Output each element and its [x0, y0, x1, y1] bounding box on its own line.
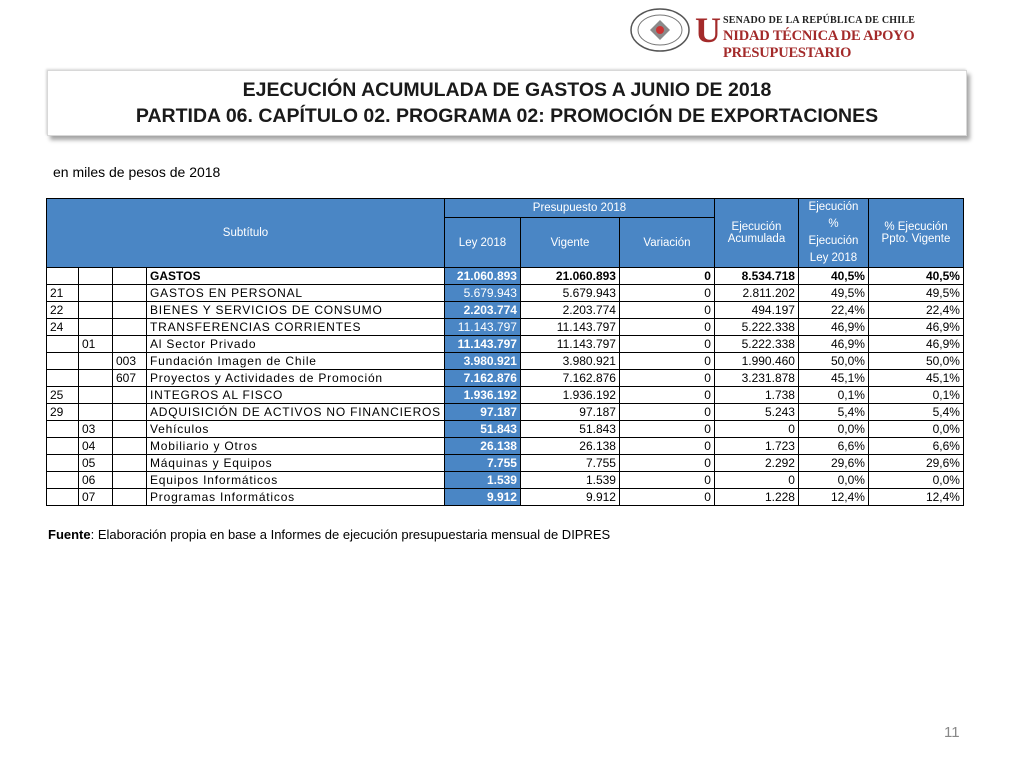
cell-ley: 7.162.876 — [444, 370, 520, 387]
cell-ejecucion: 5.222.338 — [714, 319, 798, 336]
cell-item — [79, 268, 113, 285]
cell-pct-vigente: 12,4% — [868, 489, 963, 506]
header-presupuesto: Presupuesto 2018 — [444, 199, 714, 218]
cell-denominacion: INTEGROS AL FISCO — [147, 387, 445, 404]
cell-vigente: 7.755 — [520, 455, 619, 472]
cell-pct-vigente: 46,9% — [868, 319, 963, 336]
cell-item — [79, 319, 113, 336]
cell-asignacion: 607 — [113, 370, 147, 387]
cell-variacion: 0 — [619, 370, 714, 387]
cell-variacion: 0 — [619, 319, 714, 336]
cell-ejecucion: 1.990.460 — [714, 353, 798, 370]
cell-vigente: 3.980.921 — [520, 353, 619, 370]
header-vigente: Vigente — [520, 218, 619, 268]
source-label: Fuente — [48, 527, 91, 542]
header-ejecucion-acumulada: Ejecución Acumulada — [714, 199, 798, 268]
cell-ejecucion: 8.534.718 — [714, 268, 798, 285]
cell-variacion: 0 — [619, 455, 714, 472]
cell-subtitulo: 25 — [47, 387, 79, 404]
cell-variacion: 0 — [619, 302, 714, 319]
cell-ley: 21.060.893 — [444, 268, 520, 285]
table-row — [47, 319, 964, 336]
cell-pct-ley: 29,6% — [798, 455, 868, 472]
cell-denominacion: ADQUISICIÓN DE ACTIVOS NO FINANCIEROS — [147, 404, 445, 421]
title-line-2: PARTIDA 06. CAPÍTULO 02. PROGRAMA 02: PROMOCIÓN DE EXPORTACIONES — [135, 105, 879, 127]
cell-variacion: 0 — [619, 268, 714, 285]
budget-table — [46, 198, 964, 506]
cell-pct-ley: 6,6% — [798, 438, 868, 455]
cell-subtitulo — [47, 438, 79, 455]
cell-pct-vigente: 5,4% — [868, 404, 963, 421]
table-row — [47, 472, 964, 489]
cell-ejecucion: 0 — [714, 421, 798, 438]
cell-pct-vigente: 29,6% — [868, 455, 963, 472]
cell-ley: 3.980.921 — [444, 353, 520, 370]
senado-seal-logo — [630, 8, 690, 52]
cell-vigente: 9.912 — [520, 489, 619, 506]
cell-asignacion: 003 — [113, 353, 147, 370]
header-variacion: Variación — [619, 218, 714, 268]
cell-denominacion: Proyectos y Actividades de Promoción — [147, 370, 445, 387]
cell-vigente: 26.138 — [520, 438, 619, 455]
cell-pct-ley: 12,4% — [798, 489, 868, 506]
cell-item: 03 — [79, 421, 113, 438]
cell-variacion: 0 — [619, 336, 714, 353]
cell-ley: 11.143.797 — [444, 319, 520, 336]
cell-pct-ley: 46,9% — [798, 336, 868, 353]
cell-item: 05 — [79, 455, 113, 472]
cell-pct-ley: 50,0% — [798, 353, 868, 370]
cell-subtitulo — [47, 421, 79, 438]
cell-item — [79, 302, 113, 319]
cell-subtitulo: 21 — [47, 285, 79, 302]
cell-asignacion — [113, 421, 147, 438]
cell-item: 07 — [79, 489, 113, 506]
table-row — [47, 421, 964, 438]
cell-asignacion — [113, 455, 147, 472]
cell-pct-ley: 0,0% — [798, 421, 868, 438]
cell-vigente: 2.203.774 — [520, 302, 619, 319]
cell-subtitulo — [47, 455, 79, 472]
cell-pct-ley: 45,1% — [798, 370, 868, 387]
table-row — [47, 370, 964, 387]
cell-pct-ley: 0,1% — [798, 387, 868, 404]
cell-asignacion — [113, 336, 147, 353]
source-note — [48, 527, 610, 542]
cell-denominacion: GASTOS EN PERSONAL — [147, 285, 445, 302]
cell-ejecucion: 2.292 — [714, 455, 798, 472]
cell-variacion: 0 — [619, 489, 714, 506]
table-row — [47, 302, 964, 319]
cell-pct-ley: 0,0% — [798, 472, 868, 489]
cell-ejecucion: 1.723 — [714, 438, 798, 455]
cell-asignacion — [113, 319, 147, 336]
cell-vigente: 97.187 — [520, 404, 619, 421]
cell-subtitulo: 22 — [47, 302, 79, 319]
table-row — [47, 353, 964, 370]
cell-denominacion: Máquinas y Equipos — [147, 455, 445, 472]
cell-subtitulo: 29 — [47, 404, 79, 421]
table-row — [47, 268, 964, 285]
cell-subtitulo: 24 — [47, 319, 79, 336]
cell-pct-vigente: 45,1% — [868, 370, 963, 387]
cell-asignacion — [113, 268, 147, 285]
cell-denominacion: Mobiliario y Otros — [147, 438, 445, 455]
cell-subtitulo — [47, 489, 79, 506]
cell-ley: 2.203.774 — [444, 302, 520, 319]
cell-pct-ley: 49,5% — [798, 285, 868, 302]
cell-denominacion: TRANSFERENCIAS CORRIENTES — [147, 319, 445, 336]
cell-item — [79, 285, 113, 302]
cell-item — [79, 353, 113, 370]
cell-vigente: 11.143.797 — [520, 336, 619, 353]
cell-ley: 26.138 — [444, 438, 520, 455]
cell-pct-vigente: 46,9% — [868, 336, 963, 353]
cell-denominacion: BIENES Y SERVICIOS DE CONSUMO — [147, 302, 445, 319]
cell-denominacion: GASTOS — [147, 268, 445, 285]
table-row — [47, 387, 964, 404]
cell-variacion: 0 — [619, 438, 714, 455]
cell-subtitulo — [47, 353, 79, 370]
cell-pct-vigente: 40,5% — [868, 268, 963, 285]
cell-pct-ley: 22,4% — [798, 302, 868, 319]
page-number: 11 — [944, 724, 960, 741]
cell-vigente: 1.539 — [520, 472, 619, 489]
table-row — [47, 489, 964, 506]
title-line-1: EJECUCIÓN ACUMULADA DE GASTOS A JUNIO DE 2018 — [242, 79, 772, 101]
cell-pct-vigente: 22,4% — [868, 302, 963, 319]
cell-variacion: 0 — [619, 472, 714, 489]
table-row — [47, 285, 964, 302]
cell-pct-vigente: 49,5% — [868, 285, 963, 302]
cell-asignacion — [113, 472, 147, 489]
cell-item: 01 — [79, 336, 113, 353]
cell-vigente: 21.060.893 — [520, 268, 619, 285]
cell-ley: 5.679.943 — [444, 285, 520, 302]
table-row — [47, 336, 964, 353]
header-pct-vigente: % Ejecución Ppto. Vigente — [868, 199, 963, 268]
cell-vigente: 11.143.797 — [520, 319, 619, 336]
cell-asignacion — [113, 302, 147, 319]
cell-item — [79, 370, 113, 387]
cell-ley: 51.843 — [444, 421, 520, 438]
header-pct-ley: Ejecución % Ejecución Ley 2018 — [798, 199, 868, 268]
cell-ejecucion: 1.228 — [714, 489, 798, 506]
cell-asignacion — [113, 387, 147, 404]
cell-pct-vigente: 50,0% — [868, 353, 963, 370]
cell-denominacion: Vehículos — [147, 421, 445, 438]
source-text: : Elaboración propia en base a Informes de ejecución presupuestaria mensual de DIPRES — [90, 527, 611, 542]
cell-variacion: 0 — [619, 404, 714, 421]
cell-variacion: 0 — [619, 285, 714, 302]
cell-item — [79, 387, 113, 404]
unit-note: en miles de pesos de 2018 — [53, 164, 221, 180]
table-row — [47, 455, 964, 472]
cell-denominacion: Fundación Imagen de Chile — [147, 353, 445, 370]
cell-item — [79, 404, 113, 421]
cell-item: 06 — [79, 472, 113, 489]
cell-subtitulo — [47, 336, 79, 353]
cell-vigente: 1.936.192 — [520, 387, 619, 404]
logo-unidad-text: NIDAD TÉCNICA DE APOYO PRESUPUESTARIO — [723, 28, 915, 61]
cell-pct-ley: 46,9% — [798, 319, 868, 336]
cell-ley: 11.143.797 — [444, 336, 520, 353]
header-ley: Ley 2018 — [444, 218, 520, 268]
logo-initial: U — [695, 10, 721, 50]
logo-senado-text: SENADO DE LA REPÚBLICA DE CHILE — [723, 15, 916, 26]
cell-ejecucion: 3.231.878 — [714, 370, 798, 387]
cell-ejecucion: 5.243 — [714, 404, 798, 421]
cell-asignacion — [113, 489, 147, 506]
table-row — [47, 404, 964, 421]
cell-ley: 9.912 — [444, 489, 520, 506]
cell-variacion: 0 — [619, 421, 714, 438]
cell-pct-vigente: 0,0% — [868, 472, 963, 489]
cell-vigente: 51.843 — [520, 421, 619, 438]
cell-asignacion — [113, 404, 147, 421]
cell-pct-ley: 40,5% — [798, 268, 868, 285]
table-row — [47, 438, 964, 455]
header-subtitulo: Subtítulo — [47, 199, 445, 268]
cell-ley: 97.187 — [444, 404, 520, 421]
cell-subtitulo — [47, 370, 79, 387]
cell-asignacion — [113, 285, 147, 302]
cell-ley: 1.936.192 — [444, 387, 520, 404]
cell-ejecucion: 494.197 — [714, 302, 798, 319]
cell-subtitulo — [47, 268, 79, 285]
cell-denominacion: Programas Informáticos — [147, 489, 445, 506]
cell-subtitulo — [47, 472, 79, 489]
cell-vigente: 5.679.943 — [520, 285, 619, 302]
cell-ejecucion: 0 — [714, 472, 798, 489]
cell-pct-vigente: 0,1% — [868, 387, 963, 404]
cell-variacion: 0 — [619, 353, 714, 370]
cell-item: 04 — [79, 438, 113, 455]
cell-denominacion: Equipos Informáticos — [147, 472, 445, 489]
cell-ejecucion: 5.222.338 — [714, 336, 798, 353]
cell-ley: 1.539 — [444, 472, 520, 489]
cell-asignacion — [113, 438, 147, 455]
cell-variacion: 0 — [619, 387, 714, 404]
cell-ejecucion: 2.811.202 — [714, 285, 798, 302]
cell-ejecucion: 1.738 — [714, 387, 798, 404]
cell-denominacion: Al Sector Privado — [147, 336, 445, 353]
cell-pct-vigente: 6,6% — [868, 438, 963, 455]
cell-pct-ley: 5,4% — [798, 404, 868, 421]
cell-ley: 7.755 — [444, 455, 520, 472]
cell-pct-vigente: 0,0% — [868, 421, 963, 438]
cell-vigente: 7.162.876 — [520, 370, 619, 387]
title-box — [47, 70, 967, 136]
